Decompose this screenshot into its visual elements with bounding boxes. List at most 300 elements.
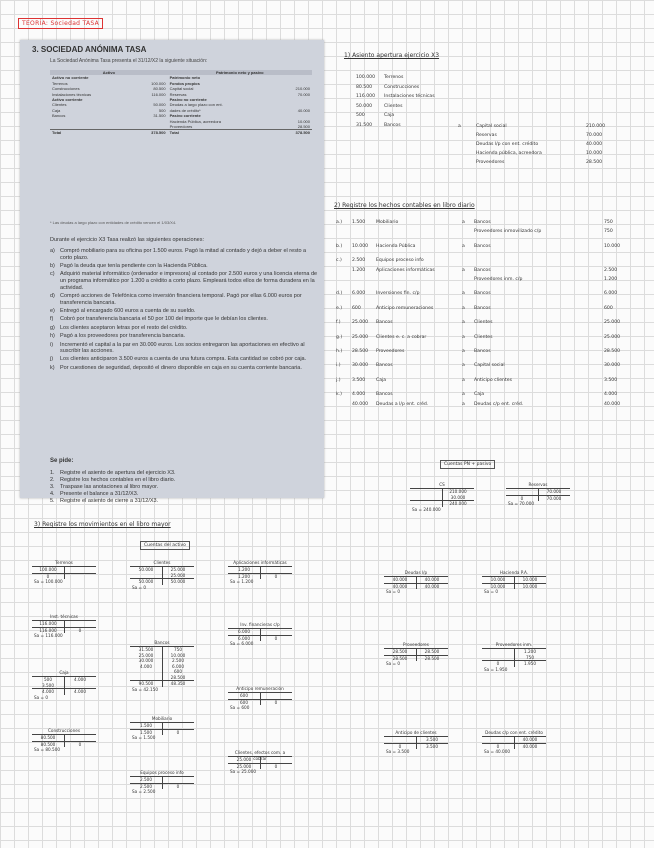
t-account-body	[130, 646, 194, 687]
t-haber: 210.000	[449, 489, 467, 494]
t-account-name: Clientes, efectos com. a cobrar	[234, 750, 286, 761]
t-haber: 2.500	[172, 658, 184, 663]
t-account-name: Equipos proceso info	[140, 770, 184, 775]
diario-debit-account: Inversiones fin. c/p	[376, 291, 420, 297]
diario-key: k.)	[336, 392, 342, 398]
apertura-credit-account: Deudas l/p con ent. crédito	[476, 142, 539, 147]
t-account	[130, 560, 194, 591]
t-total-haber: 3.500	[426, 743, 438, 749]
t-account-name: Anticipo remuneración	[236, 686, 284, 691]
t-account-total	[130, 729, 194, 736]
operation-item	[50, 342, 318, 355]
t-account	[410, 482, 474, 513]
diario-credit-account: Proveedores inm. c/p	[474, 277, 523, 282]
se-pide: Se pide:	[50, 458, 74, 464]
balance-pasivo-name: Pasivo no corriente	[169, 97, 207, 103]
diario-credit-value: 28.500	[604, 349, 621, 354]
t-debe: 500	[44, 677, 52, 682]
operation-letter: h)	[50, 333, 55, 340]
operations-list	[50, 248, 318, 373]
diario-credit-account: Bancos	[474, 291, 491, 297]
operation-item	[50, 356, 318, 363]
t-account-saldo: Sa = 0	[484, 589, 499, 594]
t-total-haber: 240.000	[449, 501, 467, 506]
balance-pasivo-name: Reservas	[169, 91, 187, 97]
task-item	[50, 491, 176, 498]
apertura-debit-account: Terrenos	[384, 75, 404, 80]
t-account	[130, 716, 194, 741]
balance-pasivo-value: 70.000	[297, 91, 310, 97]
t-account-body	[410, 488, 474, 507]
t-total-debe: 0	[520, 495, 524, 501]
task-item	[50, 484, 176, 491]
t-total-haber: 40.000	[522, 743, 538, 749]
diario-debit-value: 30.000	[352, 363, 369, 369]
diario-debit-value: 600	[352, 305, 361, 311]
operation-item	[50, 333, 318, 340]
diario-debit-value: 25.000	[352, 320, 369, 326]
t-account-total	[32, 741, 96, 748]
balance-activo-value: 50.000	[153, 102, 166, 108]
operation-letter: i)	[50, 341, 54, 348]
diario-credit-value: 1.200	[604, 277, 618, 282]
t-debe	[130, 573, 162, 579]
t-total-haber: 4.000	[74, 689, 86, 694]
apertura-credit-account: Reservas	[476, 133, 497, 138]
diario-credit-value: 750	[604, 229, 613, 235]
t-account-saldo: Sa = 116.000	[34, 633, 63, 638]
diario-debit-value: 10.000	[352, 243, 369, 249]
apertura-credit-value: 70.000	[586, 133, 603, 138]
t-total-haber: 28.500	[424, 655, 440, 661]
col-patrimonio: Patrimonio neto y pasivo	[168, 70, 312, 75]
t-account-body	[506, 488, 570, 501]
t-account-body	[384, 736, 448, 749]
t-total-haber: 48.350	[170, 681, 186, 686]
diario-credit-value: 600	[604, 305, 613, 311]
t-account-name: Reservas	[528, 482, 548, 487]
t-debe: 40.000	[392, 577, 408, 582]
t-total-haber: 0	[274, 635, 278, 641]
t-account-saldo: Sa = 2.500	[132, 789, 156, 794]
t-total-debe: 50.000	[138, 579, 154, 584]
diario-credit-value: 40.000	[604, 401, 621, 407]
diario-a: a	[462, 267, 465, 273]
task-number: 2.	[50, 477, 55, 483]
balance-pasivo-name: Patrimonio neto	[169, 75, 201, 81]
diario-a: a	[462, 334, 465, 340]
diario-credit-value: 30.000	[604, 363, 621, 369]
diario-a: a	[462, 349, 465, 354]
t-account	[32, 670, 96, 701]
t-haber: 28.500	[170, 674, 186, 680]
t-account-row	[32, 683, 96, 689]
t-account-row	[130, 675, 194, 681]
t-account-saldo: Sa = 80.500	[34, 747, 61, 752]
t-account-total	[506, 495, 570, 502]
t-haber: 40.000	[522, 737, 538, 742]
t-debe: 25.000	[236, 757, 252, 762]
t-account-name: Inv. financieras c/p	[240, 622, 280, 627]
t-account-name: Inst. técnicas	[50, 614, 78, 619]
balance-pasivo-name: dades de crédito*	[169, 107, 201, 113]
diario-credit-account: Clientes	[474, 320, 493, 326]
apertura-a: a	[458, 124, 461, 129]
t-debe: 600	[240, 693, 248, 698]
apertura-debit-value: 50.000	[356, 103, 373, 109]
operation-item	[50, 263, 318, 270]
operation-text: Compró acciones de Telefónica como inversión financiera temporal. Pagó por ellas 6.000 euros por transferencia bancaria.	[60, 292, 302, 306]
t-account-name: Proveedores	[403, 642, 429, 647]
t-account-body	[130, 566, 194, 585]
t-total-haber: 50.000	[170, 579, 186, 584]
t-haber: 10.000	[522, 577, 538, 582]
t-account-row	[228, 567, 292, 573]
balance-pasivo-name: Capital social	[169, 86, 194, 92]
t-total-debe: 0	[496, 743, 500, 749]
diario-a: a	[462, 291, 465, 297]
diario-key: e.)	[336, 305, 343, 311]
diario-credit-account: Bancos	[474, 349, 491, 354]
t-account	[228, 750, 292, 775]
diario-credit-value: 4.000	[604, 392, 618, 398]
t-account-row	[384, 649, 448, 655]
apertura-debit-value: 100.000	[356, 75, 375, 80]
tasks-list	[50, 470, 176, 505]
task-item	[50, 477, 176, 484]
operations-lead: Durante el ejercicio X3 Tasa realizó las siguientes operaciones:	[50, 237, 204, 243]
t-total-haber: 0	[274, 573, 278, 579]
t-account-name: Deudas l/p	[404, 570, 428, 575]
operation-item	[50, 248, 318, 261]
apertura-credit-value: 28.500	[586, 160, 603, 165]
operation-letter: b)	[50, 262, 55, 269]
t-account-body	[130, 776, 194, 789]
t-account-body	[228, 756, 292, 769]
diario-a: a	[462, 305, 465, 311]
t-account-total	[228, 573, 292, 580]
t-account-body	[482, 576, 546, 589]
t-total-debe: 600	[240, 699, 248, 705]
operation-item	[50, 316, 318, 323]
t-debe	[384, 737, 416, 743]
t-account-body	[228, 628, 292, 641]
balance-activo-value: 31.500	[153, 113, 166, 119]
t-account-row	[32, 567, 96, 573]
t-account-total	[482, 583, 546, 590]
diario-debit-account: Equipos proceso info	[376, 258, 424, 264]
apertura-debit-account: Instalaciones técnicas	[384, 94, 435, 100]
t-haber	[260, 757, 292, 763]
t-haber: 750	[174, 647, 182, 652]
operation-text: Los clientes anticiparon 3.500 euros a cuenta de una futura compra. Esta cantidad se cobró por caja.	[60, 356, 307, 363]
total-activo: 378.500	[132, 130, 167, 136]
t-total-debe: 0	[496, 661, 500, 666]
t-debe	[506, 489, 538, 495]
t-account-total	[32, 627, 96, 634]
diario-debit-value: 6.000	[352, 291, 366, 297]
operation-text: Pagó la deuda que tenía pendiente con la Hacienda Pública.	[60, 262, 208, 269]
balance-pasivo-name: Hacienda Pública, acreedora	[169, 118, 221, 124]
t-haber: 1.200	[524, 649, 536, 654]
task-text: Presente el balance a 31/12/X3.	[60, 491, 139, 497]
t-account-row	[130, 573, 194, 579]
t-account-total	[130, 680, 194, 687]
balance-activo-name: Construcciones	[52, 86, 80, 92]
task-number: 3.	[50, 484, 55, 490]
t-account	[32, 614, 96, 639]
balance-table	[50, 70, 312, 136]
diario-title: 2) Registre los hechos contables en libro diario	[334, 202, 475, 209]
t-debe: 25.000	[138, 652, 154, 658]
diario-a: a	[462, 401, 465, 407]
diario-a: a	[462, 320, 465, 326]
t-account	[130, 640, 194, 693]
operation-item	[50, 293, 318, 306]
t-account	[228, 622, 292, 647]
diario-debit-value: 1.500	[352, 220, 366, 225]
t-account-body	[32, 676, 96, 695]
apertura-credit-value: 40.000	[586, 142, 603, 147]
t-total-debe: 2.500	[140, 783, 152, 789]
t-haber: 25.000	[170, 567, 186, 572]
exercise-title: 3. SOCIEDAD ANÓNIMA TASA	[32, 45, 147, 54]
t-haber	[64, 735, 96, 741]
operation-letter: c)	[50, 271, 55, 278]
t-total-haber: 0	[176, 783, 180, 789]
diario-a: a	[462, 220, 465, 225]
t-account-saldo: Sa = 0	[386, 661, 401, 666]
t-account-name: Terrenos	[55, 560, 73, 565]
t-haber	[162, 723, 194, 729]
balance-activo-value: 500	[158, 107, 166, 113]
task-number: 1.	[50, 470, 55, 476]
t-total-haber: 40.000	[424, 583, 440, 589]
task-text: Registre los hechos contables en el libro diario.	[60, 477, 176, 483]
diario-debit-account: Deudas a l/p ent. créd.	[376, 401, 429, 407]
t-total-debe: 1.200	[238, 573, 250, 579]
t-account-total	[482, 660, 546, 667]
t-haber	[64, 621, 96, 627]
t-debe: 2.500	[140, 777, 152, 782]
t-total-debe: 10.000	[490, 583, 506, 589]
task-item	[50, 470, 176, 477]
t-account-saldo: Sa = 42.150	[132, 686, 159, 692]
t-account-row	[384, 577, 448, 583]
t-account-total	[228, 699, 292, 706]
diario-credit-value: 3.500	[604, 377, 618, 383]
t-total-haber: 0	[78, 741, 82, 747]
operation-text: Pagó a los proveedores por transferencia bancaria.	[60, 333, 186, 340]
operation-text: Entregó al encargado 600 euros a cuenta de su sueldo.	[60, 307, 196, 314]
t-account-name: Anticipo de clientes	[395, 730, 437, 735]
t-total-haber: 70.000	[546, 495, 562, 501]
t-account-body	[482, 736, 546, 749]
operation-letter: a)	[50, 248, 55, 254]
diario-credit-account: Clientes	[474, 334, 493, 340]
balance-activo-name: Activo no corriente	[52, 75, 89, 81]
operation-item	[50, 325, 318, 332]
balance-activo-value: 100.000	[151, 80, 166, 86]
t-account-saldo: Sa = 6.000	[230, 641, 254, 646]
t-haber	[260, 629, 292, 635]
t-account-saldo: Sa = 25.000	[230, 769, 257, 774]
t-debe: 50.000	[138, 567, 154, 572]
diario-credit-value: 25.000	[604, 334, 621, 340]
t-account-name: Mobiliario	[151, 716, 173, 721]
t-account-body	[130, 722, 194, 735]
t-debe: 1.500	[140, 723, 152, 728]
t-account	[130, 770, 194, 795]
t-account-row	[228, 629, 292, 635]
t-account-total	[384, 583, 448, 590]
t-account-saldo: Sa = 1.200	[230, 579, 254, 584]
balance-pasivo-name: Pasivo corriente	[169, 113, 201, 119]
t-haber: 750	[526, 654, 534, 660]
t-total-debe: 116.000	[39, 627, 57, 633]
task-item	[50, 498, 176, 505]
diario-debit-account: Aplicaciones informáticas	[376, 267, 435, 273]
t-debe: 4.000	[140, 663, 152, 669]
t-haber: 30.000	[450, 494, 466, 500]
diario-credit-account: Bancos	[474, 267, 491, 273]
t-account-name: Proveedores inm.	[495, 642, 533, 647]
t-account-row	[482, 737, 546, 743]
diario-a: a	[462, 243, 465, 249]
t-account-saldo: Sa = 240.000	[412, 506, 441, 512]
t-account-saldo: Sa = 70.000	[508, 501, 535, 506]
diario-credit-account: Bancos	[474, 305, 491, 311]
balance-activo-name: Activo corriente	[52, 97, 83, 103]
t-account-saldo: Sa = 600	[230, 705, 250, 710]
apertura-debit-account: Caja	[384, 113, 395, 119]
operation-item	[50, 271, 318, 291]
t-account-total	[130, 578, 194, 585]
t-account-name: Caja	[59, 670, 69, 675]
operation-letter: k)	[50, 364, 55, 371]
t-haber	[64, 567, 96, 573]
t-debe: 3.500	[42, 682, 54, 688]
apertura-credit-account: Hacienda pública, acreedora	[476, 151, 542, 156]
balance-activo-value: 116.000	[151, 91, 166, 97]
t-total-haber: 0	[274, 699, 278, 705]
t-account-total	[384, 743, 448, 750]
t-debe: 30.000	[138, 658, 154, 663]
t-total-debe	[410, 501, 442, 507]
diario-credit-account: Bancos	[474, 243, 491, 249]
diario-key: i.)	[336, 363, 341, 369]
balance-activo-value: 80.500	[153, 86, 166, 92]
balance-pasivo-name: Fondos propios	[169, 80, 200, 86]
diario-credit-account: Caja	[474, 392, 485, 398]
t-account-row	[410, 495, 474, 501]
apertura-credit-value: 210.000	[586, 124, 605, 129]
pn-pasivo-box: Cuentas PN + pasivo	[440, 460, 495, 469]
t-debe: 1.200	[238, 567, 250, 572]
diario-key: j.)	[336, 377, 341, 383]
task-number: 4.	[50, 491, 55, 497]
t-account	[482, 642, 546, 673]
t-account-row	[482, 655, 546, 661]
diario-debit-account: Bancos	[376, 392, 393, 398]
t-account-total	[410, 500, 474, 507]
t-haber: 6.000	[172, 663, 184, 669]
diario-key: d.)	[336, 291, 343, 297]
balance-activo-name: Caja	[52, 107, 61, 113]
diario-debit-account: Proveedores	[376, 349, 405, 354]
balance-activo-name: Instalaciones técnicas	[52, 91, 92, 97]
operation-text: Compró mobiliario para su oficina por 1.500 euros. Pagó la mitad al contado y dejó a deber el resto a corto plazo.	[60, 248, 307, 261]
t-account-saldo: Sa = 0	[34, 694, 49, 700]
diario-credit-account: Anticipo clientes	[474, 377, 512, 383]
diario-debit-account: Hacienda Pública	[376, 243, 416, 249]
t-account-body	[482, 648, 546, 667]
t-debe: 10.000	[490, 577, 506, 582]
t-account-body	[228, 566, 292, 579]
apertura-debit-account: Construcciones	[384, 84, 420, 90]
task-number: 5.	[50, 498, 55, 504]
total-label-right: Total	[168, 130, 277, 136]
t-account-body	[32, 566, 96, 579]
t-account-row	[228, 693, 292, 699]
operation-text: Adquirió material informático (ordenador e impresora) al contado por 2.500 euros y una licencia eterna de un programa informático por 1.200 a crédito a corto plazo. Empleará todos ellos de forma duradera en la actividad.	[60, 271, 318, 291]
operation-text: Incrementó el capital a la par en 30.000 euros. Los socios entregaron las aportaciones en efectivo al suscribir las acciones.	[60, 341, 305, 355]
textbook-scan	[20, 40, 324, 504]
diario-credit-value: 25.000	[604, 320, 621, 326]
t-account-name: Aplicaciones informáticas	[233, 560, 287, 565]
t-account-body	[228, 692, 292, 705]
t-haber	[162, 777, 194, 783]
header-tag: TEORÍA: Sociedad TASA	[18, 18, 103, 29]
t-total-haber: 1.950	[524, 661, 536, 666]
t-account-saldo: Sa = 0	[132, 584, 147, 590]
t-haber: 70.000	[546, 489, 562, 494]
diario-credit-value: 10.000	[604, 243, 621, 249]
t-account-row	[228, 757, 292, 763]
t-haber: 4.000	[74, 677, 86, 682]
t-account	[506, 482, 570, 507]
operation-letter: g)	[50, 324, 55, 331]
t-debe	[130, 675, 162, 681]
t-account-body	[384, 648, 448, 661]
diario-debit-account: Bancos	[376, 320, 393, 326]
t-account-name: Deudas c/p con ent. crédito	[485, 730, 543, 735]
diario-a: a	[462, 377, 465, 383]
t-account-body	[384, 576, 448, 589]
operation-letter: j)	[50, 356, 54, 363]
t-total-debe: 4.000	[42, 689, 54, 694]
balance-pasivo-value: 40.000	[297, 107, 310, 113]
operation-text: Cobró por transferencia bancaria el 50 por 100 del importe que le debían los clientes.	[60, 316, 268, 323]
t-total-debe: 80.500	[40, 741, 56, 747]
balance-note: * Las deudas a largo plazo con entidades de crédito vencen el 1/03/X4.	[50, 220, 177, 225]
t-haber: 40.000	[424, 577, 440, 582]
t-haber: 600	[174, 669, 182, 674]
t-haber	[260, 693, 292, 699]
t-total-debe: 0	[46, 573, 50, 579]
apertura-debit-value: 80.500	[356, 84, 373, 90]
t-account-body	[32, 734, 96, 747]
task-text: Traspase las anotaciones al libro mayor.	[60, 484, 159, 490]
t-total-haber: 0	[176, 729, 180, 735]
total-label: Total	[50, 130, 132, 136]
diario-key: h.)	[336, 349, 343, 354]
balance-pasivo-value: 10.000	[297, 118, 310, 124]
t-total-debe: 6.000	[238, 635, 250, 641]
task-text: Registre el asiento de cierre a 31/12/X3.	[60, 498, 159, 504]
mayor-title: 3) Registre los movimientos en el libro mayor	[34, 521, 171, 528]
t-account	[482, 570, 546, 595]
